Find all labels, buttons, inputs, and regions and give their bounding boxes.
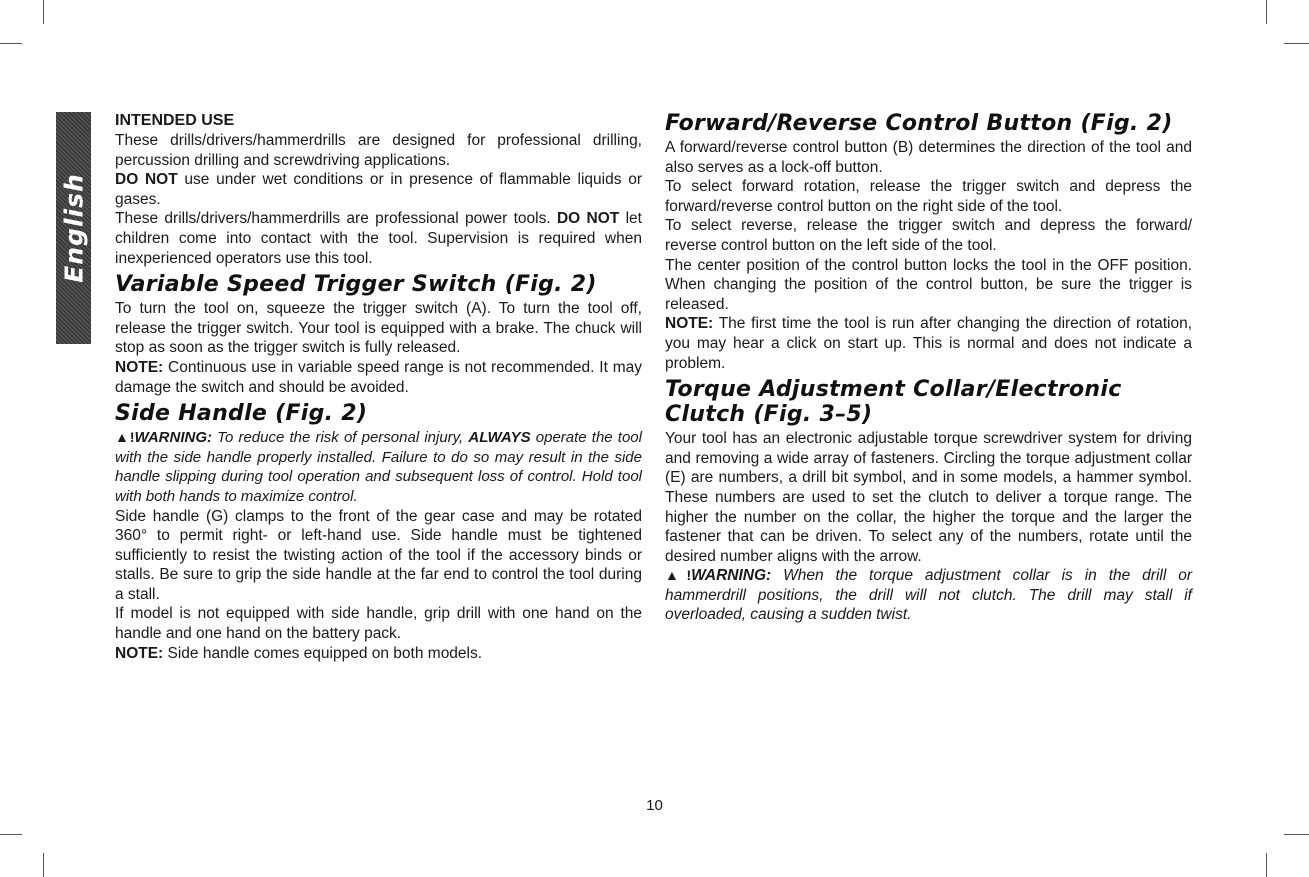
crop-mark [0,834,22,835]
forward-reverse-heading: Forward/Reverse Control Button (Fig. 2) [665,111,1173,136]
variable-speed-heading: Variable Speed Trigger Switch (Fig. 2) [115,272,597,298]
forward-rotation-paragraph: To select forward rotation, release the trigger switch and depress the forward/reverse control button on the right side of the tool. [665,178,1192,215]
right-column [665,111,1192,625]
crop-mark [1266,0,1267,24]
variable-speed-note: NOTE: Continuous use in variable speed range is not recommended. It may damage the switch and should be avoided. [115,358,642,396]
torque-warning: ▲!WARNING: When the torque adjustment collar is in the drill or hammerdrill positions, the drill will not clutch. The drill may stall if overloaded, causing a sudden twist. [665,567,1192,624]
language-tab-label: English [59,173,88,283]
reverse-rotation-paragraph: To select reverse, release the trigger switch and depress the forward/ reverse control button on the left side of the tool. [665,217,1192,254]
intended-use-supervision-paragraph: These drills/drivers/hammerdrills are professional power tools. DO NOT let children come into contact with the tool. Supervision is required when inexperienced operators use this tool. [115,210,642,267]
torque-heading [665,377,1192,427]
side-handle-heading: Side Handle (Fig. 2) [115,401,368,427]
warning-icon: ▲! [665,567,692,584]
language-tab [56,112,91,344]
crop-mark [1266,853,1267,877]
crop-mark [43,0,44,24]
torque-paragraph: Your tool has an electronic adjustable torque screwdriver system for driving and removing a wide array of fasteners. Circling the torque adjustment collar (E) are numbers, a drill bit symbol, and in some models, a hammer symbol. These numbers are used to set the clutch to deliver a torque range. The higher the number on the collar, the higher the torque and the larger the fastener that can be driven. To select any of the numbers, rotate until the desired number aligns with the arrow. [665,430,1192,565]
side-handle-paragraph: Side handle (G) clamps to the front of the gear case and may be rotated 360° to permit right- or left-hand use. Side handle must be tightened sufficiently to resist the twisting action of the tool if the accessory binds or stalls. Be sure to grip the side handle at the far end to control the tool during a stall. [115,507,642,603]
left-column [115,111,642,663]
torque-heading-line-1: Torque Adjustment Collar/Electronic [665,377,1122,403]
crop-mark [1284,834,1309,835]
side-handle-warning: ▲!WARNING: To reduce the risk of personal injury, ALWAYS operate the tool with the side handle properly installed. Failure to do so may result in the side handle slipping during tool operation and subsequent loss of control. Hold tool with both hands to maximize control. [115,429,642,505]
torque-heading-line-2: Clutch (Fig. 3–5) [665,402,873,428]
side-handle-paragraph-2: If model is not equipped with side handle, grip drill with one hand on the handle and one hand on the battery pack. [115,605,642,643]
intended-use-heading: INTENDED USE [115,112,235,129]
page-number: 10 [646,797,663,814]
variable-speed-paragraph: To turn the tool on, squeeze the trigger switch (A). To turn the tool off, release the trigger switch. Your tool is equipped with a brake. The chuck will stop as soon as the trigger switch is fully released. [115,300,642,357]
crop-mark [0,43,22,44]
intended-use-paragraph: These drills/drivers/hammerdrills are designed for professional drilling, percussion drilling and screwdriving applications. [115,132,642,169]
center-position-paragraph: The center position of the control button locks the tool in the OFF position. When changing the position of the control button, be sure the trigger is released. [665,256,1192,313]
forward-reverse-note: NOTE: The first time the tool is run after changing the direction of rotation, you may hear a click on start up. This is normal and does not indicate a problem. [665,315,1192,372]
crop-mark [43,853,44,877]
crop-mark [1284,43,1309,44]
side-handle-note: NOTE: Side handle comes equipped on both models. [115,644,483,662]
warning-icon: ▲! [115,429,135,446]
intended-use-warning-paragraph: DO NOT use under wet conditions or in presence of flammable liquids or gases. [115,171,642,208]
forward-reverse-paragraph: A forward/reverse control button (B) determines the direction of the tool and also serves as a lock-off button. [665,139,1192,176]
